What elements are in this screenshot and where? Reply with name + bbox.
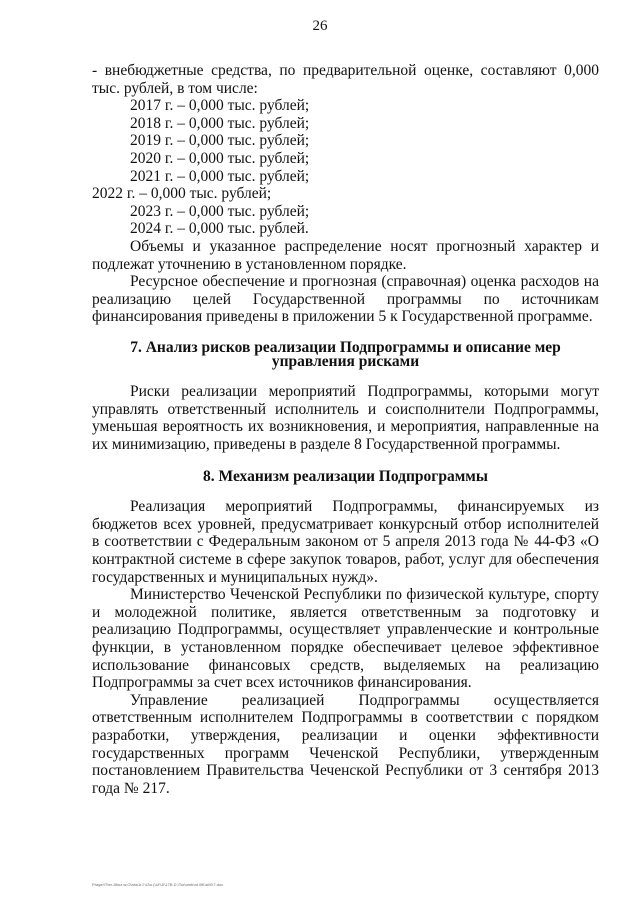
year-line-2018: 2018 г. – 0,000 тыс. рублей; xyxy=(130,114,310,132)
year-line-2017: 2017 г. – 0,000 тыс. рублей; xyxy=(130,97,310,115)
section-7-title-line1: 7. Анализ рисков реализации Подпрограммы и описание мер xyxy=(130,338,561,356)
section-8-paragraph-1: Реализация мероприятий Подпрограммы, финансируемых из бюджетов всех уровней, предусматривает конкурсный отбор исполнителей в соответствии с Федеральным законом от 5 апреля 2013 года № 44-ФЗ «О контрактной системе в сфере закупок товаров, работ, услуг для обеспечения государственных и муниципальных нужд». xyxy=(92,498,599,586)
year-line-2019: 2019 г. – 0,000 тыс. рублей; xyxy=(130,132,310,150)
section-7-title-line2: управления рисками xyxy=(271,352,420,370)
document-body xyxy=(92,62,599,797)
year-line-2021: 2021 г. – 0,000 тыс. рублей; xyxy=(130,167,310,185)
year-line-2022: 2022 г. – 0,000 тыс. рублей; xyxy=(92,185,272,203)
section-7-title xyxy=(92,338,599,370)
page-number: 26 xyxy=(312,18,328,34)
file-path-footer: Prayer\TIer.Jlt\uz.w;O\hrw1rJ \lJ\o.(\Ul'\JI\17B D.\Tor\omtr\nt.\llK\a\!0!7.doc xyxy=(92,882,224,887)
section-8-paragraph-3: Управление реализацией Подпрограммы осуществляется ответственным исполнителем Подпрограммы в соответствии с порядком разработки, утверждения, реализации и оценки эффективности государственных программ Чеченской Республики, утвержденным постановлением Правительства Чеченской Республики от 3 сентября 2013 года № 217. xyxy=(92,691,599,797)
year-line-2024: 2024 г. – 0,000 тыс. рублей. xyxy=(130,220,309,238)
volumes-paragraph: Объемы и указанное распределение носят прогнозный характер и подлежат уточнению в установленном порядке. xyxy=(92,237,599,273)
year-line-2020: 2020 г. – 0,000 тыс. рублей; xyxy=(130,149,310,167)
resources-paragraph: Ресурсное обеспечение и прогнозная (справочная) оценка расходов на реализацию целей Государственной программы по источникам финансирования приведены в приложении 5 к Государственной программе. xyxy=(92,273,599,326)
year-line-2023: 2023 г. – 0,000 тыс. рублей; xyxy=(130,202,310,220)
section-7-paragraph: Риски реализации мероприятий Подпрограммы, которыми могут управлять ответственный исполнитель и соисполнители Подпрограммы, уменьшая вероятность их возникновения, и мероприятия, направленные на их минимизацию, приведены в разделе 8 Государственной программы. xyxy=(92,382,599,453)
section-8-paragraph-2: Министерство Чеченской Республики по физической культуре, спорту и молодежной политике, является ответственным за подготовку и реализацию Подпрограммы, осуществляет управленческие и контрольные функции, в установленном порядке обеспечивает целевое эффективное использование финансовых средств, выделяемых на реализацию Подпрограммы за счет всех источников финансирования. xyxy=(92,586,599,692)
section-8-title: 8. Механизм реализации Подпрограммы xyxy=(203,468,488,486)
intro-paragraph: - внебюджетные средства, по предварительной оценке, составляют 0,000 тыс. рублей, в том числе: xyxy=(92,62,599,97)
